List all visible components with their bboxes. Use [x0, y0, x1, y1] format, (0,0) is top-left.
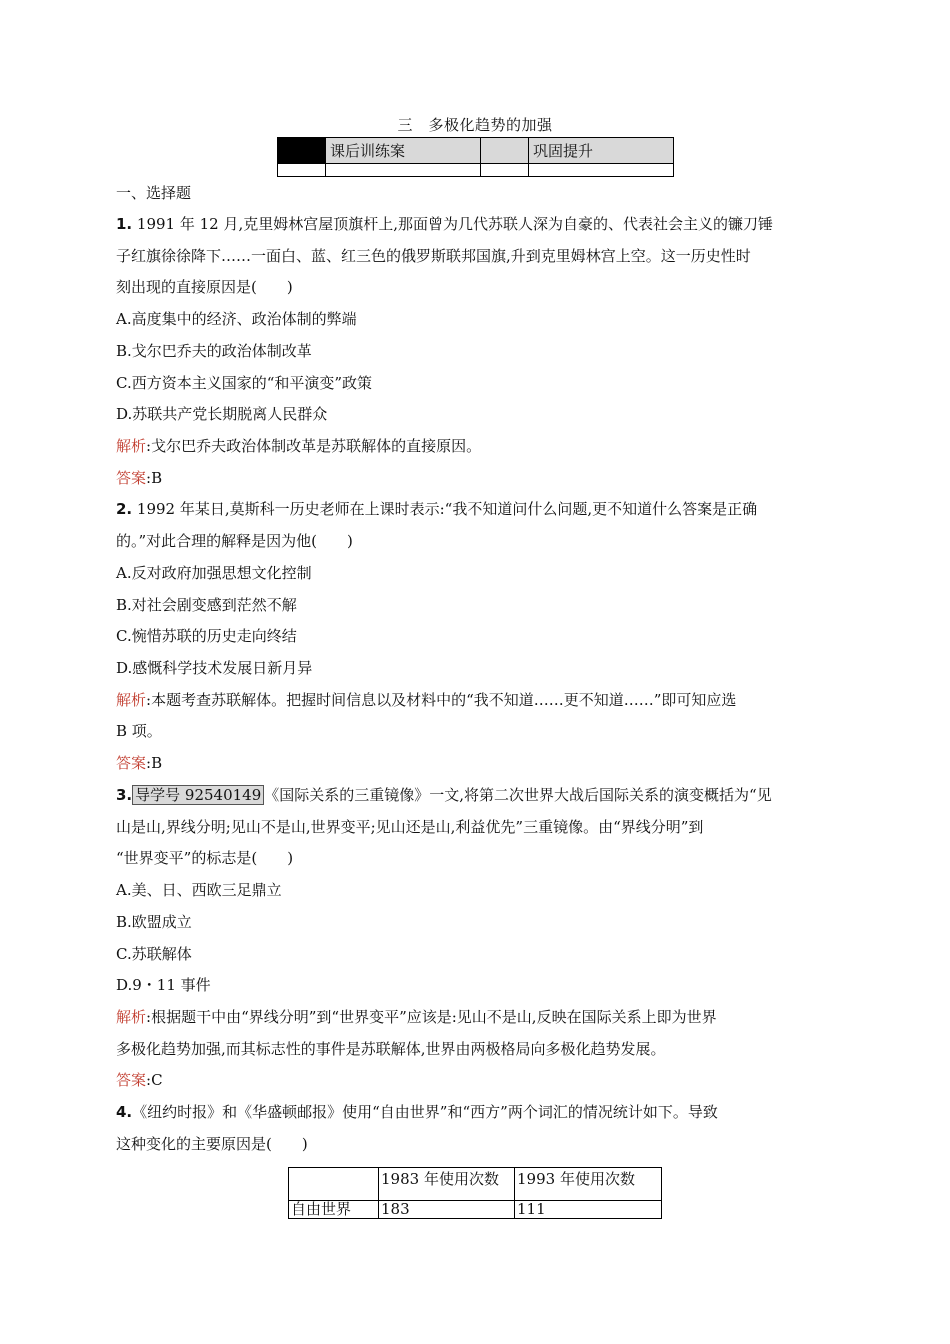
q2-option-c: C.惋惜苏联的历史走向终结 — [116, 627, 297, 645]
q4-stats-table — [288, 1167, 662, 1219]
table-header-cell: 1993 年使用次数 — [515, 1168, 662, 1201]
q4-line-1: 4.《纽约时报》和《华盛顿邮报》使用“自由世界”和“西方”两个词汇的情况统计如下。导致 — [116, 1103, 718, 1121]
q2-analysis-1: 解析:本题考查苏联解体。把握时间信息以及材料中的“我不知道……更不知道……”即可知应选 — [116, 691, 737, 709]
q1-option-d: D.苏联共产党长期脱离人民群众 — [116, 405, 328, 423]
q2-answer: 答案:B — [116, 754, 163, 772]
q3-option-a: A.美、日、西欧三足鼎立 — [116, 881, 282, 899]
table-header-cell: 1983 年使用次数 — [379, 1168, 515, 1201]
q1-analysis: 解析:戈尔巴乔夫政治体制改革是苏联解体的直接原因。 — [116, 437, 482, 455]
table-row — [289, 1201, 662, 1219]
table-cell: 183 — [379, 1201, 515, 1219]
q3-option-d: D.9・11 事件 — [116, 976, 211, 994]
q2-analysis-2: B 项。 — [116, 722, 162, 740]
q3-line-1: 3. 导学号 92540149 《国际关系的三重镜像》一文,将第二次世界大战后国际关系的演变概括为“见 — [116, 786, 772, 804]
q1-answer: 答案:B — [116, 469, 163, 487]
section-banner — [277, 137, 674, 177]
q1-option-b: B.戈尔巴乔夫的政治体制改革 — [116, 342, 312, 360]
q3-analysis-1: 解析:根据题干中由“界线分明”到“世界变平”应该是:见山不是山,反映在国际关系上即为世界 — [116, 1008, 717, 1026]
q2-option-a: A.反对政府加强思想文化控制 — [116, 564, 312, 582]
q2-option-b: B.对社会剧变感到茫然不解 — [116, 596, 297, 614]
q3-line-3: “世界变平”的标志是( ) — [116, 849, 294, 867]
banner-left-label: 课后训练案 — [326, 138, 481, 164]
table-cell: 111 — [515, 1201, 662, 1219]
q3-option-b: B.欧盟成立 — [116, 913, 192, 931]
q4-line-2: 这种变化的主要原因是( ) — [116, 1135, 308, 1153]
q2-line-2: 的。”对此合理的解释是因为他( ) — [116, 532, 353, 550]
table-header-cell — [289, 1168, 379, 1201]
page-title: 三 多极化趋势的加强 — [397, 116, 553, 134]
q1-option-a: A.高度集中的经济、政治体制的弊端 — [116, 310, 357, 328]
q1-line-1: 1. 1991 年 12 月,克里姆林宫屋顶旗杆上,那面曾为几代苏联人深为自豪的、代表社会主义的镰刀锤 — [116, 215, 774, 233]
q3-answer: 答案:C — [116, 1071, 163, 1089]
q2-option-d: D.感慨科学技术发展日新月异 — [116, 659, 313, 677]
q3-line-2: 山是山,界线分明;见山不是山,世界变平;见山还是山,利益优先”三重镜像。由“界线分明”到 — [116, 818, 704, 836]
q1-option-c: C.西方资本主义国家的“和平演变”政策 — [116, 374, 373, 392]
banner-spacer-cell — [481, 138, 529, 164]
q3-guide-tag: 导学号 92540149 — [132, 785, 264, 805]
banner-right-label: 巩固提升 — [529, 138, 674, 164]
banner-black-cell — [278, 138, 326, 164]
table-header-row — [289, 1168, 662, 1201]
q3-option-c: C.苏联解体 — [116, 945, 192, 963]
section-heading: 一、选择题 — [116, 184, 192, 202]
q1-line-3: 刻出现的直接原因是( ) — [116, 278, 293, 296]
q3-analysis-2: 多极化趋势加强,而其标志性的事件是苏联解体,世界由两极格局向多极化趋势发展。 — [116, 1040, 666, 1058]
q2-line-1: 2. 1992 年某日,莫斯科一历史老师在上课时表示:“我不知道问什么问题,更不知道什么答案是正确 — [116, 500, 758, 518]
table-cell: 自由世界 — [289, 1201, 379, 1219]
q1-line-2: 子红旗徐徐降下……一面白、蓝、红三色的俄罗斯联邦国旗,升到克里姆林宫上空。这一历史性时 — [116, 247, 751, 265]
